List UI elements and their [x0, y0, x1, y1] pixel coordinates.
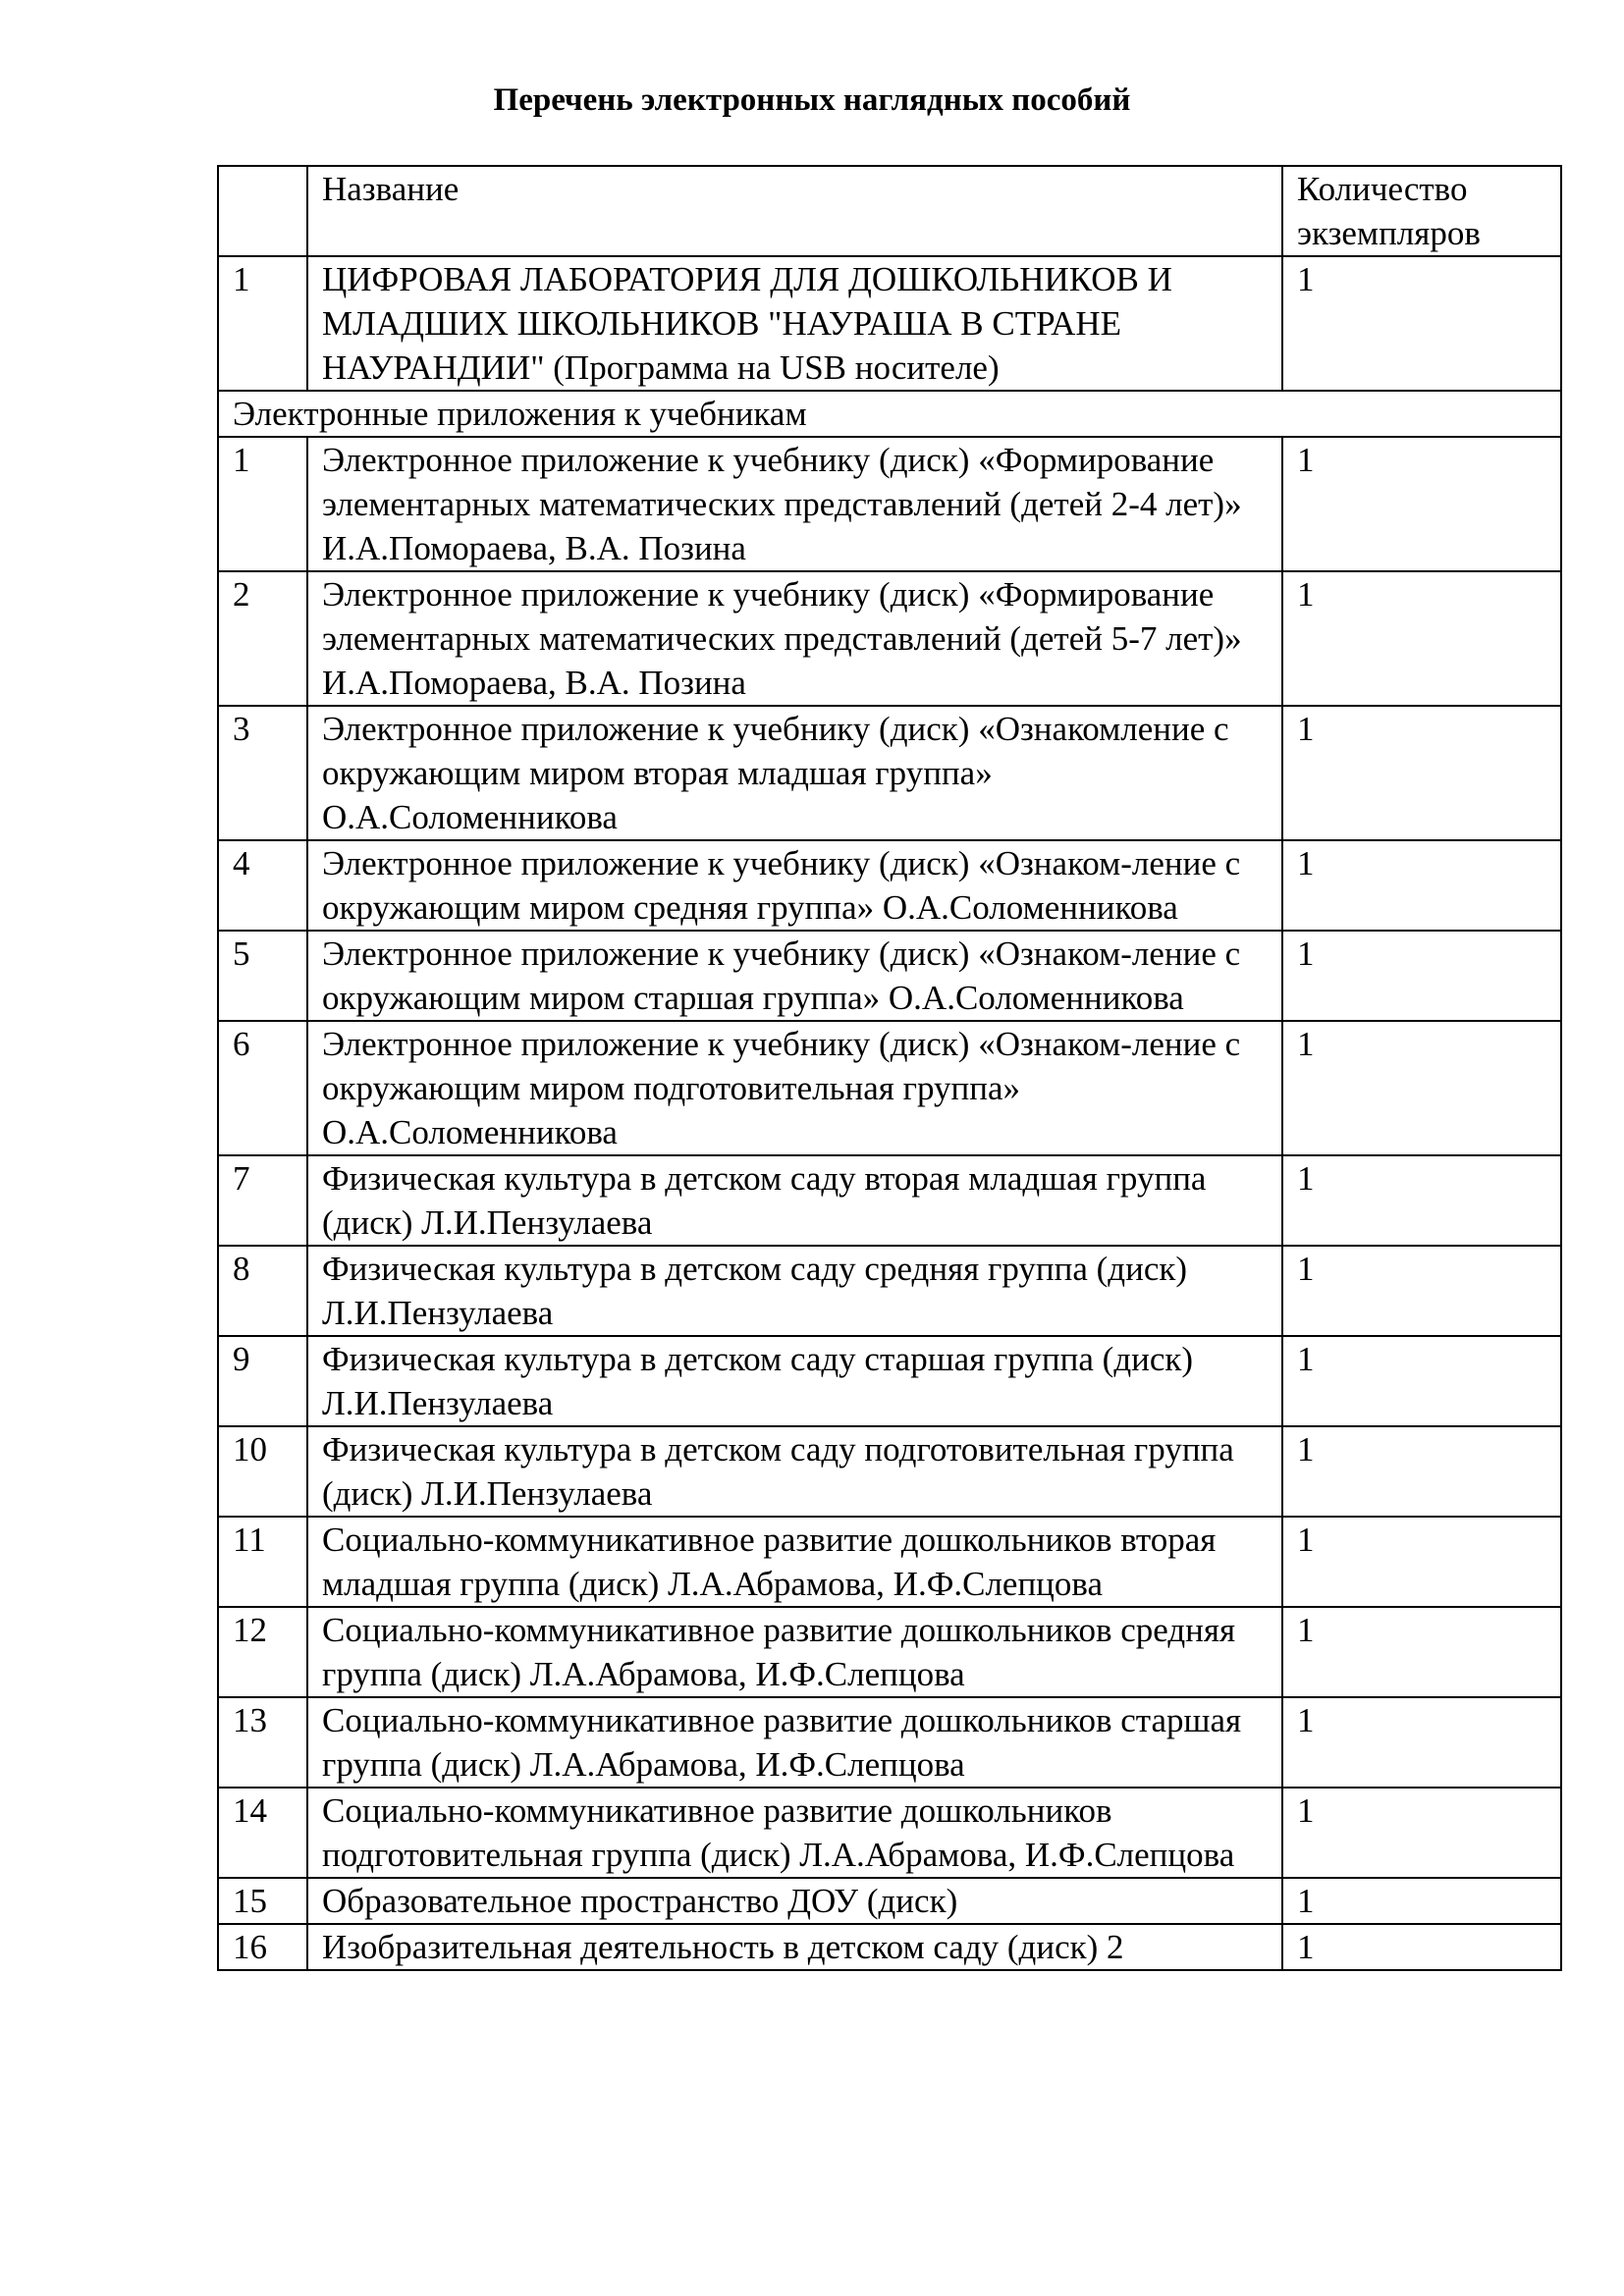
row-number: 2	[218, 571, 307, 706]
row-number: 1	[218, 256, 307, 391]
row-quantity: 1	[1282, 1697, 1561, 1788]
row-quantity: 1	[1282, 1021, 1561, 1155]
row-name: Электронное приложение к учебнику (диск) «Формирование элементарных математических представлений (детей 5-7 лет)» И.А.Помораева, В.А. Позина	[307, 571, 1282, 706]
row-quantity: 1	[1282, 256, 1561, 391]
row-number: 6	[218, 1021, 307, 1155]
row-quantity: 1	[1282, 1517, 1561, 1607]
table-row	[218, 1788, 1561, 1878]
visual-aids-table	[217, 165, 1562, 1971]
row-quantity: 1	[1282, 1878, 1561, 1924]
row-quantity: 1	[1282, 1336, 1561, 1426]
row-name: Социально-коммуникативное развитие дошкольников старшая группа (диск) Л.А.Абрамова, И.Ф.Слепцова	[307, 1697, 1282, 1788]
table-row	[218, 1426, 1561, 1517]
table-row	[218, 1021, 1561, 1155]
row-name: Образовательное пространство ДОУ (диск)	[307, 1878, 1282, 1924]
row-name: Электронное приложение к учебнику (диск) «Формирование элементарных математических представлений (детей 2-4 лет)» И.А.Помораева, В.А. Позина	[307, 437, 1282, 571]
header-quantity: Количество экземпляров	[1282, 166, 1561, 256]
table-header-row	[218, 166, 1561, 256]
row-number: 5	[218, 931, 307, 1021]
page-title: Перечень электронных наглядных пособий	[493, 82, 1131, 118]
table-row	[218, 1517, 1561, 1607]
row-quantity: 1	[1282, 840, 1561, 931]
header-number	[218, 166, 307, 256]
row-name: ЦИФРОВАЯ ЛАБОРАТОРИЯ ДЛЯ ДОШКОЛЬНИКОВ И МЛАДШИХ ШКОЛЬНИКОВ "НАУРАША В СТРАНЕ НАУРАНДИИ" (Программа на USB носителе)	[307, 256, 1282, 391]
row-number: 7	[218, 1155, 307, 1246]
row-name: Электронное приложение к учебнику (диск) «Ознаком-ление с окружающим миром средняя группа» О.А.Соломенникова	[307, 840, 1282, 931]
row-name: Электронное приложение к учебнику (диск) «Ознаком-ление с окружающим миром подготовительная группа» О.А.Соломенникова	[307, 1021, 1282, 1155]
section-row	[218, 391, 1561, 437]
row-number: 1	[218, 437, 307, 571]
table-row	[218, 1246, 1561, 1336]
row-number: 10	[218, 1426, 307, 1517]
table-row	[218, 1336, 1561, 1426]
row-quantity: 1	[1282, 931, 1561, 1021]
table-row	[218, 437, 1561, 571]
row-number: 16	[218, 1924, 307, 1970]
row-number: 15	[218, 1878, 307, 1924]
row-quantity: 1	[1282, 571, 1561, 706]
row-number: 11	[218, 1517, 307, 1607]
row-quantity: 1	[1282, 1246, 1561, 1336]
row-number: 14	[218, 1788, 307, 1878]
table-row	[218, 571, 1561, 706]
row-number: 12	[218, 1607, 307, 1697]
table-row	[218, 1924, 1561, 1970]
row-quantity: 1	[1282, 1607, 1561, 1697]
section-title: Электронные приложения к учебникам	[218, 391, 1561, 437]
row-name: Электронное приложение к учебнику (диск) «Ознакомление с окружающим миром вторая младшая группа» О.А.Соломенникова	[307, 706, 1282, 840]
row-name: Социально-коммуникативное развитие дошкольников вторая младшая группа (диск) Л.А.Абрамова, И.Ф.Слепцова	[307, 1517, 1282, 1607]
table-row	[218, 1878, 1561, 1924]
row-name: Изобразительная деятельность в детском саду (диск) 2	[307, 1924, 1282, 1970]
row-quantity: 1	[1282, 1788, 1561, 1878]
row-number: 3	[218, 706, 307, 840]
row-quantity: 1	[1282, 1924, 1561, 1970]
row-number: 8	[218, 1246, 307, 1336]
header-name: Название	[307, 166, 1282, 256]
row-number: 4	[218, 840, 307, 931]
row-number: 9	[218, 1336, 307, 1426]
table-row	[218, 1697, 1561, 1788]
row-quantity: 1	[1282, 706, 1561, 840]
table-row	[218, 706, 1561, 840]
row-name: Физическая культура в детском саду подготовительная группа (диск) Л.И.Пензулаева	[307, 1426, 1282, 1517]
table-row	[218, 840, 1561, 931]
row-quantity: 1	[1282, 1426, 1561, 1517]
row-quantity: 1	[1282, 437, 1561, 571]
row-name: Социально-коммуникативное развитие дошкольников подготовительная группа (диск) Л.А.Абрамова, И.Ф.Слепцова	[307, 1788, 1282, 1878]
row-name: Социально-коммуникативное развитие дошкольников средняя группа (диск) Л.А.Абрамова, И.Ф.Слепцова	[307, 1607, 1282, 1697]
row-number: 13	[218, 1697, 307, 1788]
row-name: Электронное приложение к учебнику (диск) «Ознаком-ление с окружающим миром старшая группа» О.А.Соломенникова	[307, 931, 1282, 1021]
row-quantity: 1	[1282, 1155, 1561, 1246]
row-name: Физическая культура в детском саду средняя группа (диск) Л.И.Пензулаева	[307, 1246, 1282, 1336]
table-row	[218, 931, 1561, 1021]
table-row	[218, 256, 1561, 391]
row-name: Физическая культура в детском саду старшая группа (диск) Л.И.Пензулаева	[307, 1336, 1282, 1426]
row-name: Физическая культура в детском саду вторая младшая группа (диск) Л.И.Пензулаева	[307, 1155, 1282, 1246]
table-row	[218, 1607, 1561, 1697]
table-row	[218, 1155, 1561, 1246]
